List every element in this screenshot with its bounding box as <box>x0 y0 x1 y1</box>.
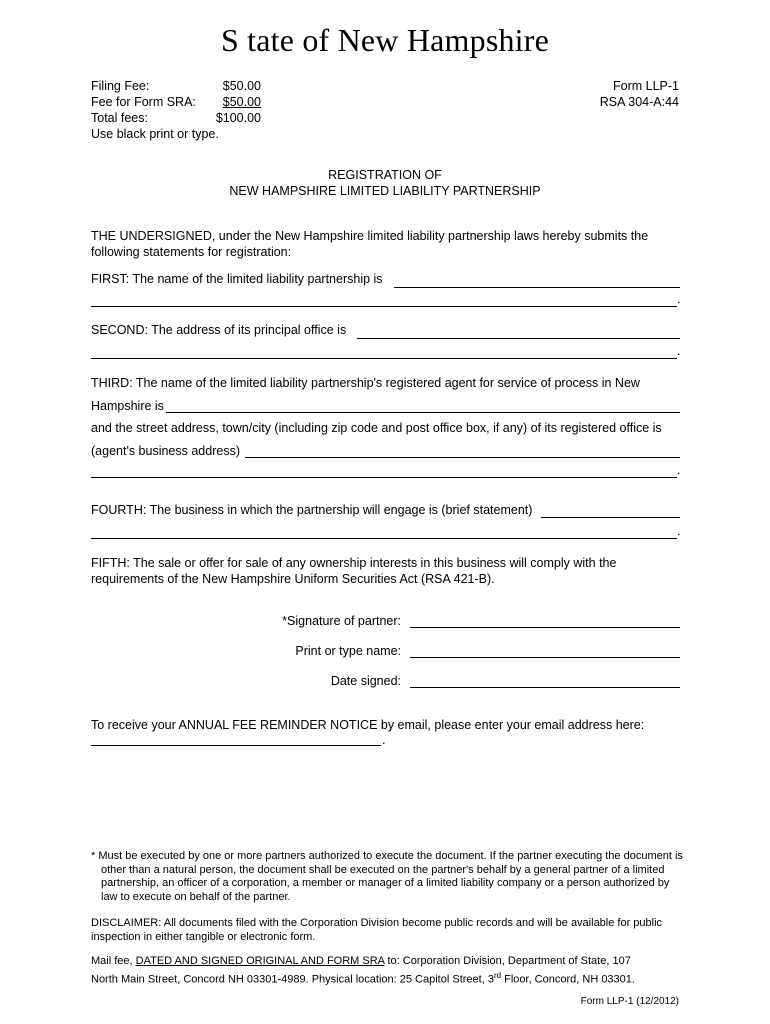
third-label-line-1: THIRD: The name of the limited liability partnership's registered agent for service of process in New <box>91 376 640 390</box>
date-signed-label: Date signed: <box>330 674 401 688</box>
agent-address-field[interactable] <box>245 443 680 458</box>
footnote-text: * Must be executed by one or more partners authorized to execute the document. If the partner executing the document is other than a natural person, the document shall be executed on the partner's behalf by a general partner of a limited partnership, an officer of a corporation, a member or manager of a limited liability company or a person authorized by law to execute on behalf of the partner. <box>91 850 683 903</box>
filing-fee-value: $50.00 <box>222 79 261 93</box>
principal-office-field[interactable] <box>357 324 680 339</box>
rsa-reference: RSA 304-A:44 <box>599 95 679 109</box>
period: . <box>677 344 681 358</box>
filing-fee-label: Filing Fee: <box>91 79 150 93</box>
mail-sup: rd <box>493 970 502 980</box>
total-fee-row <box>91 111 261 127</box>
heading-line-1: REGISTRATION OF <box>328 168 442 182</box>
business-statement-field-2[interactable] <box>91 524 677 539</box>
signature-field[interactable] <box>410 613 680 628</box>
form-footer: Form LLP-1 (12/2012) <box>580 996 679 1007</box>
email-prompt: To receive your ANNUAL FEE REMINDER NOTICE by email, please enter your email address here: <box>91 718 645 732</box>
mail-underlined: DATED AND SIGNED ORIGINAL AND FORM SRA <box>135 955 385 967</box>
business-statement-field[interactable] <box>541 503 680 518</box>
mail-prefix: Mail fee, <box>91 955 136 967</box>
print-name-label: Print or type name: <box>295 644 401 658</box>
mail-line-2b: Floor, Concord, NH 03301. <box>501 973 635 986</box>
third-label-line-2: Hampshire is <box>91 399 164 413</box>
date-signed-field[interactable] <box>410 673 680 688</box>
filing-fee-row <box>91 79 261 95</box>
intro-paragraph: THE UNDERSIGNED, under the New Hampshire limited liability partnership laws hereby submits the following statements for registration: <box>91 229 649 259</box>
partnership-name-field[interactable] <box>394 273 680 288</box>
registered-agent-field[interactable] <box>166 398 680 413</box>
third-label-line-3: and the street address, town/city (including zip code and post office box, if any) of its registered office is <box>91 421 662 435</box>
first-label: FIRST: The name of the limited liability partnership is <box>91 272 383 286</box>
print-instruction: Use black print or type. <box>91 127 219 141</box>
page-title: S tate of New Hampshire <box>220 22 550 58</box>
print-name-field[interactable] <box>410 643 680 658</box>
total-fee-label: Total fees: <box>91 111 148 125</box>
period: . <box>677 524 681 538</box>
third-label-line-4: (agent's business address) <box>91 444 240 458</box>
mail-instructions <box>91 955 681 987</box>
second-label: SECOND: The address of its principal office is <box>91 323 347 337</box>
total-fee-value: $100.00 <box>215 111 261 125</box>
partnership-name-field-2[interactable] <box>91 292 677 307</box>
form-id: Form LLP-1 <box>613 79 679 93</box>
period: . <box>382 733 386 747</box>
period: . <box>677 292 681 306</box>
fifth-paragraph: FIFTH: The sale or offer for sale of any ownership interests in this business will comply with the requirements of the New Hampshire Uniform Securities Act (RSA 421-B). <box>91 556 617 586</box>
heading-line-2: NEW HAMPSHIRE LIMITED LIABILITY PARTNERSHIP <box>229 184 541 198</box>
mail-middle: to: Corporation Division, Department of State, 107 <box>384 955 631 967</box>
period: . <box>677 463 681 477</box>
fourth-label: FOURTH: The business in which the partnership will engage is (brief statement) <box>91 503 533 517</box>
sra-fee-label: Fee for Form SRA: <box>91 95 196 109</box>
footnote <box>91 850 686 904</box>
mail-line-2a: North Main Street, Concord NH 03301-4989. Physical location: 25 Capitol Street, 3 <box>91 973 494 986</box>
principal-office-field-2[interactable] <box>91 344 677 359</box>
sra-fee-row <box>91 95 261 111</box>
sra-fee-value: $50.00 <box>222 95 261 109</box>
email-field[interactable] <box>91 731 381 746</box>
disclaimer: DISCLAIMER: All documents filed with the Corporation Division become public records and will be available for public inspection in either tangible or electronic form. <box>91 917 663 943</box>
agent-address-field-2[interactable] <box>91 463 677 478</box>
signature-label: *Signature of partner: <box>282 614 401 628</box>
